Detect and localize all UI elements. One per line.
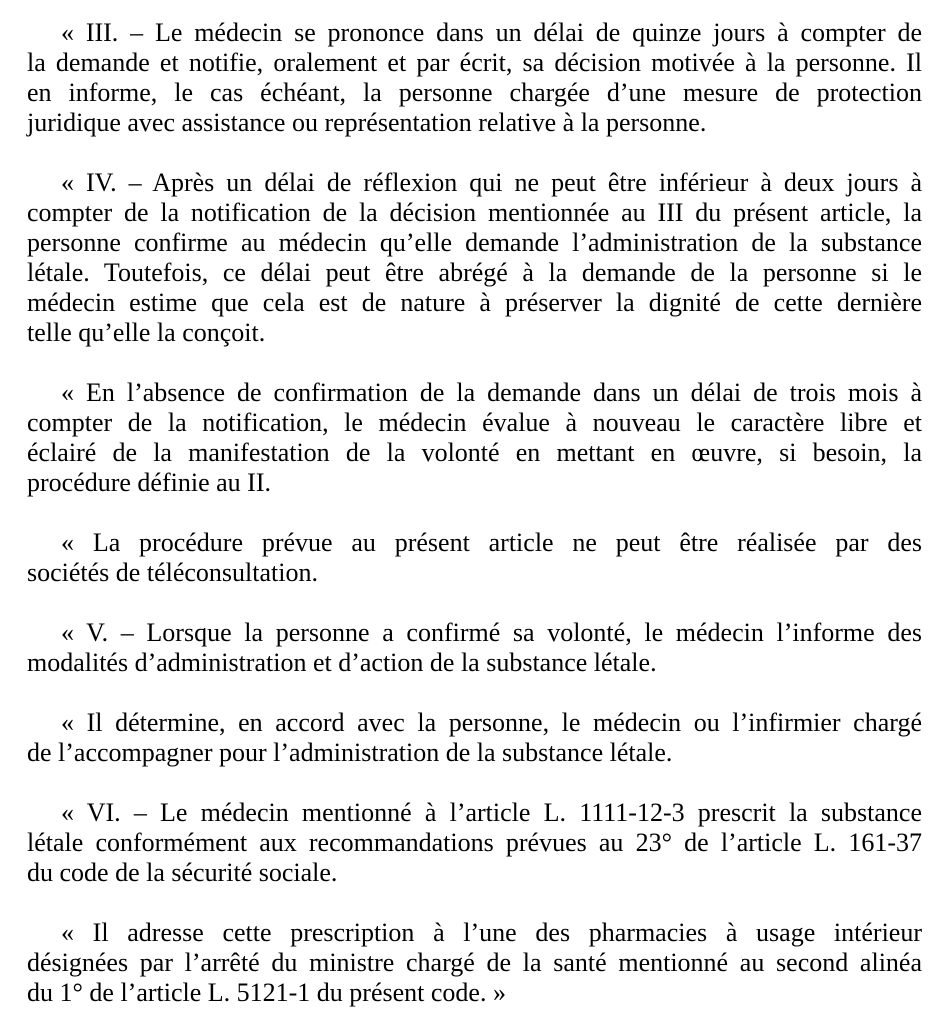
paragraph-absence-confirmation [27, 378, 922, 498]
text-line: compter de la notification, le médecin évalue à nouveau le caractère libre et [27, 408, 922, 437]
paragraph-determine [27, 708, 922, 768]
paragraph-prescription [27, 918, 922, 1008]
text-line: « III. – Le médecin se prononce dans un délai de quinze jours à compter de [61, 18, 922, 47]
text-line: procédure définie au II. [27, 468, 271, 497]
text-line: de l’accompagner pour l’administration de la substance létale. [27, 738, 673, 767]
text-line: médecin estime que cela est de nature à préserver la dignité de cette dernière [27, 288, 922, 317]
text-line: létale conformément aux recommandations prévues au 23° de l’article L. 161-37 [27, 828, 922, 857]
paragraph-iii [27, 18, 922, 138]
text-line: sociétés de téléconsultation. [27, 558, 318, 587]
text-line: modalités d’administration et d’action de la substance létale. [27, 648, 657, 677]
text-line: létale. Toutefois, ce délai peut être abrégé à la demande de la personne si le [27, 258, 922, 287]
text-line: désignées par l’arrêté du ministre chargé de la santé mentionné au second alinéa [27, 948, 922, 977]
text-line: du 1° de l’article L. 5121-1 du présent code. » [27, 978, 506, 1007]
text-line: personne confirme au médecin qu’elle demande l’administration de la substance [27, 228, 922, 257]
text-line: « IV. – Après un délai de réflexion qui ne peut être inférieur à deux jours à [61, 168, 922, 197]
text-line: « Il adresse cette prescription à l’une des pharmacies à usage intérieur [61, 918, 922, 947]
paragraph-iv [27, 168, 922, 348]
text-line: la demande et notifie, oralement et par écrit, sa décision motivée à la personne. Il [27, 48, 922, 77]
paragraph-v [27, 618, 922, 678]
text-line: « Il détermine, en accord avec la personne, le médecin ou l’infirmier chargé [61, 708, 922, 737]
text-line: en informe, le cas échéant, la personne chargée d’une mesure de protection [27, 78, 922, 107]
text-line: juridique avec assistance ou représentation relative à la personne. [27, 108, 707, 137]
text-line: « La procédure prévue au présent article ne peut être réalisée par des [61, 528, 922, 557]
text-line: « VI. – Le médecin mentionné à l’article L. 1111-12-3 prescrit la substance [61, 798, 922, 827]
paragraph-vi [27, 798, 922, 888]
text-line: compter de la notification de la décision mentionnée au III du présent article, la [27, 198, 922, 227]
text-line: telle qu’elle la conçoit. [27, 318, 266, 347]
text-line: « V. – Lorsque la personne a confirmé sa volonté, le médecin l’informe des [61, 618, 922, 647]
paragraph-teleconsultation [27, 528, 922, 588]
text-line: du code de la sécurité sociale. [27, 858, 338, 887]
text-line: éclairé de la manifestation de la volonté en mettant en œuvre, si besoin, la [27, 438, 922, 467]
text-line: « En l’absence de confirmation de la demande dans un délai de trois mois à [61, 378, 922, 407]
